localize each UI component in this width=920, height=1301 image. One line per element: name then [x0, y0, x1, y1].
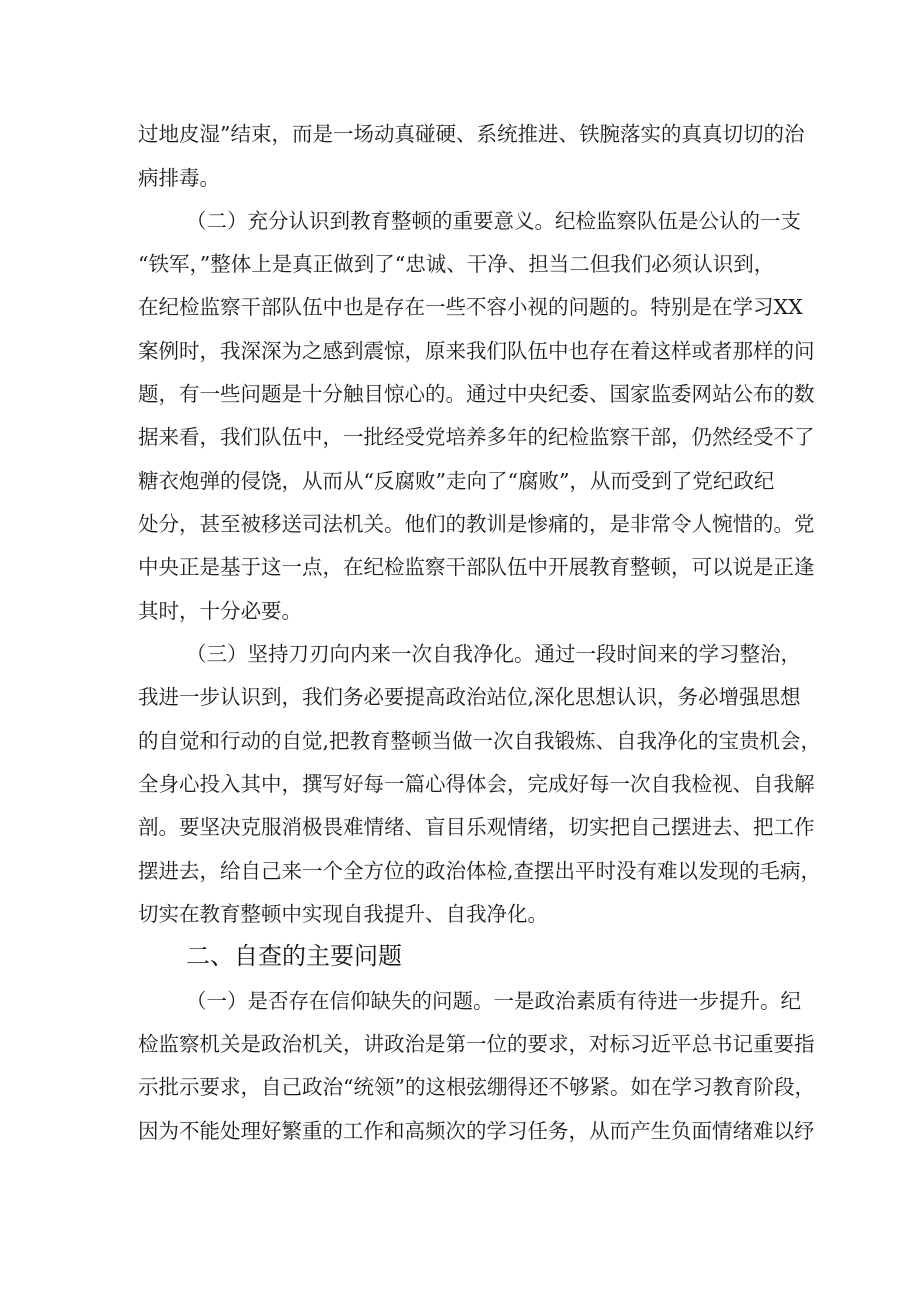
- body-line: 切实在教育整顿中实现自我提升、自我净化。: [138, 902, 548, 926]
- body-line: 我进一步认识到，我们务必要提高政治站位,深化思想认识，务必增强思想: [138, 685, 801, 709]
- body-line: 全身心投入其中，撰写好每一篇心得体会，完成好每一次自我检视、自我解: [138, 772, 815, 796]
- body-line: 在纪检监察干部队伍中也是存在一些不容小视的问题的。特别是在学习XX: [138, 295, 803, 319]
- body-line: 案例时，我深深为之感到震惊，原来我们队伍中也存在着这样或者那样的问: [138, 339, 815, 363]
- paragraph-start-line: （三）坚持刀刃向内来一次自我净化。通过一段时间来的学习整治，: [186, 642, 801, 666]
- body-line: “铁军，”整体上是真正做到了“忠诚、干净、担当二但我们必须认识到，: [138, 252, 775, 276]
- body-line: 因为不能处理好繁重的工作和高频次的学习任务，从而产生负面情绪难以纾: [138, 1119, 815, 1143]
- body-line: 过地皮湿”结束，而是一场动真碰硬、系统推进、铁腕落实的真真切切的治: [138, 122, 805, 146]
- paragraph-start-line: （二）充分认识到教育整顿的重要意义。纪检监察队伍是公认的一支: [186, 209, 801, 233]
- body-line: 中央正是基于这一点，在纪检监察干部队伍中开展教育整顿，可以说是正逢: [138, 555, 815, 579]
- section-heading: 二、自查的主要问题: [186, 942, 402, 970]
- body-line: 示批示要求，自己政治“统领”的这根弦绷得还不够紧。如在学习教育阶段，: [138, 1075, 815, 1099]
- body-line: 摆进去，给自己来一个全方位的政治体检,查摆出平时没有难以发现的毛病，: [138, 859, 822, 883]
- paragraph-start-line: （一）是否存在信仰缺失的问题。一是政治素质有待进一步提升。纪: [186, 989, 801, 1013]
- body-line: 的自觉和行动的自觉,把教育整顿当做一次自我锻炼、自我净化的宝贵机会，: [138, 729, 822, 753]
- body-line: 病排毒。: [138, 166, 220, 190]
- body-line: 处分，甚至被移送司法机关。他们的教训是惨痛的，是非常令人惋惜的。党: [138, 512, 815, 536]
- body-line: 据来看，我们队伍中，一批经受党培养多年的纪检监察干部，仍然经受不了: [138, 425, 815, 449]
- body-line: 检监察机关是政治机关，讲政治是第一位的要求，对标习近平总书记重要指: [138, 1032, 815, 1056]
- body-line: 糖衣炮弹的侵饶，从而从“反腐败”走向了“腐败”，从而受到了党纪政纪: [138, 469, 775, 493]
- body-line: 题，有一些问题是十分触目惊心的。通过中央纪委、国家监委网站公布的数: [138, 382, 815, 406]
- body-line: 剖。要坚决克服消极畏难情绪、盲目乐观情绪，切实把自己摆进去、把工作: [138, 815, 815, 839]
- body-line: 其时，十分必要。: [138, 599, 302, 623]
